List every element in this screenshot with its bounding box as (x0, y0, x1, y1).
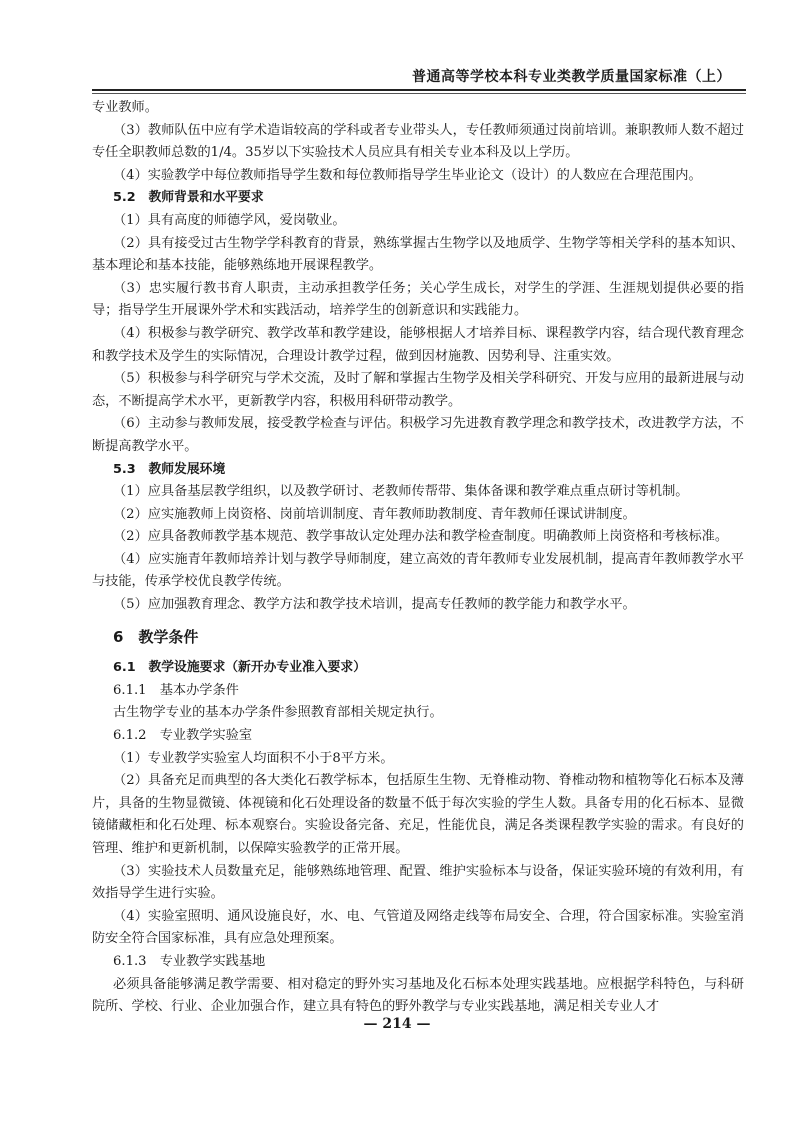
header-rule-thin (92, 93, 746, 94)
paragraph: （4）应实施青年教师培养计划与教学导师制度，建立高效的青年教师专业发展机制，提高青年教师教学水平与技能，传承学校优良教学传统。 (92, 551, 744, 590)
section-heading: 6 教学条件 (113, 627, 199, 646)
subsection-heading: 5.3 教师发展环境 (113, 461, 226, 477)
paragraph: （2）具备充足而典型的各大类化石教学标本，包括原生生物、无脊椎动物、脊椎动物和植物等化石标本及薄片，具备的生物显微镜、体视镜和化石处理设备的数量不低于每次实验的学生人数。具备专用的化石标本、显微镜储藏柜和化石处理、标本观察台。实验设备完备、充足，性能优良，满足各类课程教学实验的需求。有良好的管理、维护和更新机制，以保障实验教学的正常开展。 (92, 773, 744, 856)
paragraph: （1）专业教学实验室人均面积不小于8平方米。 (113, 750, 394, 766)
paragraph: （4）积极参与教学研究、教学改革和教学建设，能够根据人才培养目标、课程教学内容，结合现代教育理念和教学技术及学生的实际情况，合理设计教学过程，做到因材施教、因势利导、注重实效。 (92, 325, 744, 364)
paragraph: （2）应具备教师教学基本规范、教学事故认定处理办法和教学检查制度。明确教师上岗资格和考核标准。 (113, 529, 729, 545)
paragraph: （3）教师队伍中应有学术造诣较高的学科或者专业带头人，专任教师须通过岗前培训。兼职教师人数不超过专任全职教师总数的1/4。35岁以下实验技术人员应具有相关专业本科及以上学历。 (92, 122, 744, 161)
paragraph: （3）实验技术人员数量充足，能够熟练地管理、配置、维护实验标本与设备，保证实验环境的有效利用，有效指导学生进行实验。 (92, 863, 744, 902)
sub-subsection-heading: 6.1.1 基本办学条件 (113, 682, 239, 698)
paragraph: （4）实验室照明、通风设施良好，水、电、气管道及网络走线等布局安全、合理，符合国家标准。实验室消防安全符合国家标准，具有应急处理预案。 (92, 908, 744, 947)
paragraph: （1）应具备基层教学组织，以及教学研讨、老教师传帮带、集体备课和教学难点重点研讨等机制。 (113, 484, 689, 500)
paragraph: （3）忠实履行教书育人职责，主动承担教学任务；关心学生成长，对学生的学涯、生涯规划提供必要的指导；指导学生开展课外学术和实践活动，培养学生的创新意识和实践能力。 (92, 280, 744, 319)
paragraph: （4）实验教学中每位教师指导学生数和每位教师指导学生毕业论文（设计）的人数应在合理范围内。 (113, 167, 702, 183)
sub-subsection-heading: 6.1.3 专业教学实践基地 (113, 953, 266, 969)
paragraph: 专业教师。 (92, 100, 158, 115)
sub-subsection-heading: 6.1.2 专业教学实验室 (113, 728, 253, 744)
paragraph: （5）应加强教育理念、教学方法和教学技术培训，提高专任教师的教学能力和教学水平。 (113, 597, 636, 613)
page-number: — 214 — (363, 1016, 431, 1032)
running-header: 普通高等学校本科专业类教学质量国家标准（上） (412, 69, 731, 85)
header-rule (92, 89, 746, 91)
paragraph: （1）具有高度的师德学风，爱岗敬业。 (113, 212, 346, 228)
paragraph: （2）具有接受过古生物学学科教育的背景，熟练掌握古生物学以及地质学、生物学等相关学科的基本知识、基本理论和基本技能，能够熟练地开展课程教学。 (92, 235, 744, 274)
paragraph: （6）主动参与教师发展，接受教学检查与评估。积极学习先进教育教学理念和教学技术，改进教学方法，不断提高教学水平。 (92, 416, 744, 454)
paragraph: （2）应实施教师上岗资格、岗前培训制度、青年教师助教制度、青年教师任课试讲制度。 (113, 506, 636, 522)
paragraph: （5）积极参与科学研究与学术交流，及时了解和掌握古生物学及相关学科研究、开发与应用的最新进展与动态，不断提高学术水平，更新教学内容，积极用科研带动教学。 (92, 371, 744, 409)
subsection-heading: 6.1 教学设施要求（新开办专业准入要求） (113, 660, 367, 676)
subsection-heading: 5.2 教师背景和水平要求 (113, 190, 264, 206)
paragraph: 古生物学专业的基本办学条件参照教育部相关规定执行。 (113, 705, 443, 721)
document-body (92, 97, 744, 1019)
paragraph: 必须具备能够满足教学需要、相对稳定的野外实习基地及化石标本处理实践基地。应根据学科特色，与科研院所、学校、行业、企业加强合作，建立具有特色的野外教学与专业实践基地，满足相关专业人才 (92, 976, 744, 1015)
